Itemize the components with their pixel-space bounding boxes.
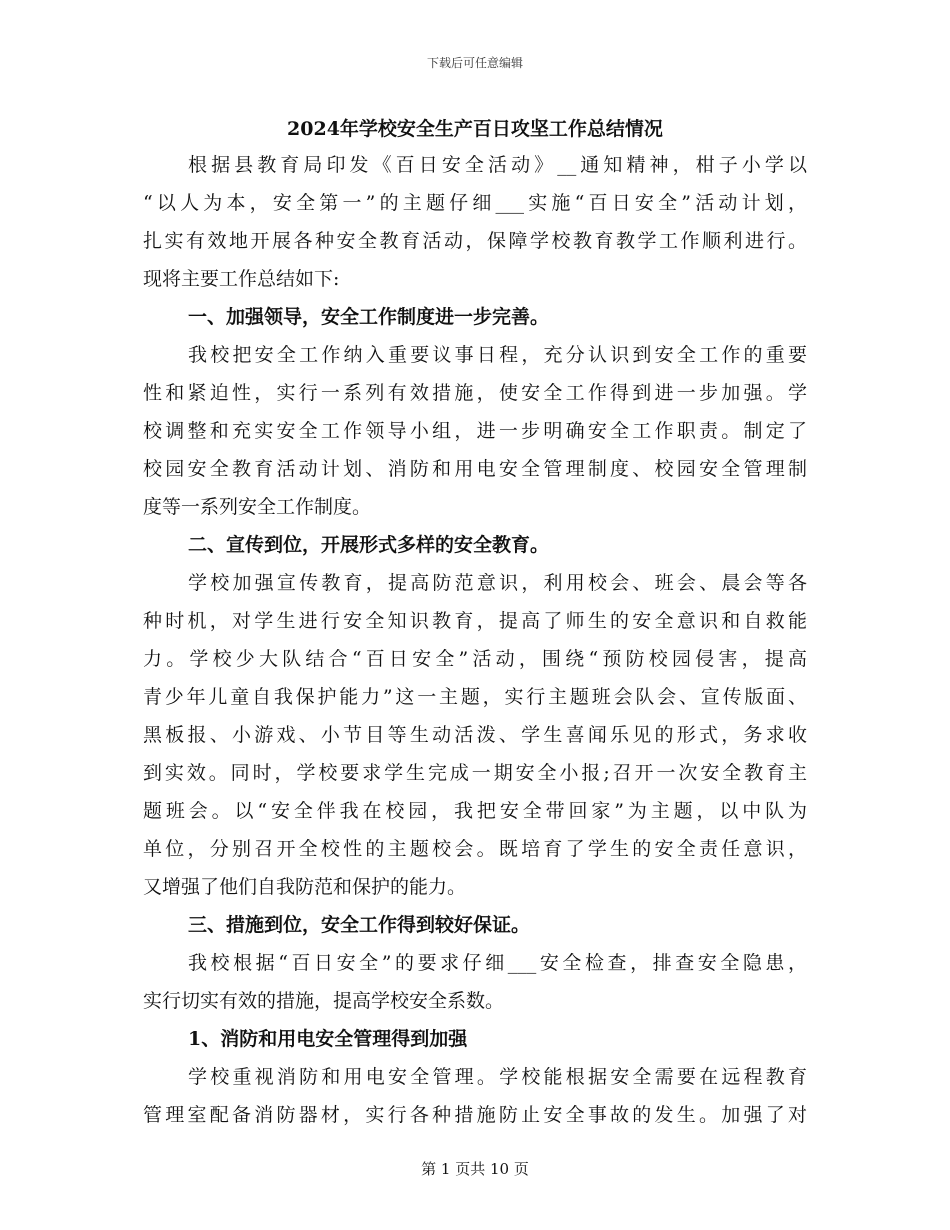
paragraph-line: 种时机，对学生进行安全知识教育，提高了师生的安全意识和自救能 — [143, 610, 807, 632]
paragraph-line: 校调整和充实安全工作领导小组，进一步明确安全工作职责。制定了 — [143, 420, 807, 442]
paragraph-line: 青少年儿童自我保护能力”这一主题，实行主题班会队会、宣传版面、 — [143, 686, 807, 708]
paragraph-line: 我校根据“百日安全”的要求仔细___安全检查，排查安全隐患， — [188, 952, 807, 974]
subsection-heading: 1、消防和用电安全管理得到加强 — [188, 1028, 468, 1050]
header-note: 下载后可任意编辑 — [426, 56, 523, 70]
page-footer: 第 1 页共 10 页 — [421, 1160, 529, 1178]
paragraph-line: 扎实有效地开展各种安全教育活动，保障学校教育教学工作顺利进行。 — [143, 230, 807, 252]
paragraph-line: 又增强了他们自我防范和保护的能力。 — [143, 876, 467, 898]
document-title: 2024年学校安全生产百日攻坚工作总结情况 — [287, 118, 663, 140]
paragraph-line: 力。学校少大队结合“百日安全”活动，围绕“预防校园侵害，提高 — [143, 648, 807, 670]
paragraph-line: 黑板报、小游戏、小节目等生动活泼、学生喜闻乐见的形式，务求收 — [143, 724, 807, 746]
paragraph-line: 学校加强宣传教育，提高防范意识，利用校会、班会、晨会等各 — [188, 572, 807, 594]
section-heading: 二、宣传到位，开展形式多样的安全教育。 — [188, 534, 550, 556]
paragraph-line: 实行切实有效的措施，提高学校安全系数。 — [143, 990, 505, 1012]
paragraph-line: 到实效。同时，学校要求学生完成一期安全小报;召开一次安全教育主 — [143, 762, 807, 784]
document-body — [143, 146, 807, 1134]
paragraph-line: 学校重视消防和用电安全管理。学校能根据安全需要在远程教育 — [188, 1066, 807, 1088]
section-heading: 一、加强领导，安全工作制度进一步完善。 — [188, 306, 550, 328]
paragraph-line: “以人为本，安全第一”的主题仔细___实施“百日安全”活动计划， — [143, 192, 807, 214]
section-heading: 三、措施到位，安全工作得到较好保证。 — [188, 914, 531, 936]
paragraph-line: 现将主要工作总结如下: — [143, 268, 340, 290]
paragraph-line: 题班会。以“安全伴我在校园，我把安全带回家”为主题，以中队为 — [143, 800, 807, 822]
paragraph-line: 单位，分别召开全校性的主题校会。既培育了学生的安全责任意识， — [143, 838, 807, 860]
paragraph-line: 管理室配备消防器材，实行各种措施防止安全事故的发生。加强了对 — [143, 1104, 807, 1126]
paragraph-line: 性和紧迫性，实行一系列有效措施，使安全工作得到进一步加强。学 — [143, 382, 807, 404]
paragraph-line: 根据县教育局印发《百日安全活动》__通知精神，柑子小学以 — [188, 154, 807, 176]
paragraph-line: 度等一系列安全工作制度。 — [143, 496, 372, 518]
paragraph-line: 我校把安全工作纳入重要议事日程，充分认识到安全工作的重要 — [188, 344, 807, 366]
paragraph-line: 校园安全教育活动计划、消防和用电安全管理制度、校园安全管理制 — [143, 458, 807, 480]
